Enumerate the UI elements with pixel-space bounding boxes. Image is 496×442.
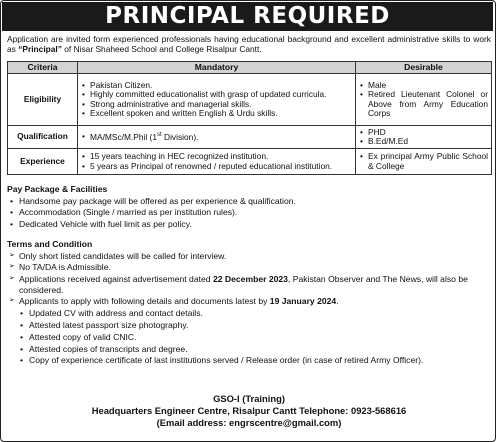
list-item (7, 296, 491, 306)
page-title: PRINCIPAL REQUIRED (2, 2, 493, 31)
mandatory-experience (78, 149, 356, 175)
list-item: • Accommodation (Single / married as per institution rules). (7, 207, 491, 217)
list-item: • Excellent spoken and written English & Urdu skills. (81, 109, 352, 118)
list-item: • Strong administrative and managerial skills. (81, 100, 352, 109)
terms-section (7, 239, 491, 365)
qualification-text: MA/MSc/M.Phil (1 (90, 131, 158, 142)
criteria-table (7, 61, 492, 175)
criteria-experience: Experience (8, 149, 78, 175)
apply-text-end: . (336, 296, 339, 307)
pay-package-section (7, 184, 491, 230)
list-item (7, 274, 491, 295)
advert-date: 22 December 2023 (212, 274, 288, 285)
row-experience (8, 149, 492, 175)
intro-text-1: Application are invited form experienced professionals having educational background and excellent administrative skills to work as (7, 34, 491, 55)
pay-package-heading: Pay Package & Facilities (7, 184, 108, 194)
criteria-table-header (8, 62, 492, 74)
list-item: • Male (359, 81, 488, 90)
apply-date: 19 January 2024 (269, 296, 337, 307)
header-mandatory: Mandatory (78, 62, 356, 74)
qualification-superscript: st (157, 131, 162, 138)
list-item: • B.Ed/M.Ed (359, 137, 488, 146)
terms-heading: Terms and Condition (7, 239, 93, 249)
qualification-suffix: Division). (161, 131, 199, 142)
contact-footer (1, 393, 496, 428)
mandatory-qualification (78, 126, 356, 149)
list-item: • Ex principal Army Public School & College (359, 152, 488, 171)
criteria-qualification: Qualification (8, 126, 78, 149)
list-item: • Pakistan Citizen. (81, 81, 352, 90)
document-item: • Copy of experience certificate of last institutions served / Release order (in case of retired Army Officer). (19, 355, 491, 365)
list-item: • PHD (359, 128, 488, 137)
list-item: • Retired Lieutenant Colonel or Above from Army Education Corps (359, 90, 488, 118)
document-item: • Attested copy of valid CNIC. (19, 332, 491, 342)
list-item: • Dedicated Vehicle with fuel limit as per policy. (7, 219, 491, 229)
intro-text-2: of Nisar Shaheed School and College Risalpur Cantt. (61, 44, 262, 55)
advert-text-end: , Pakistan Observer and The News, will also be considered. (19, 274, 468, 295)
document-item: • Updated CV with address and contact details. (19, 308, 491, 318)
desirable-experience (356, 149, 492, 175)
header-criteria: Criteria (8, 62, 78, 74)
list-item: • Handsome pay package will be offered as per experience & qualification. (7, 196, 491, 206)
desirable-eligibility (356, 74, 492, 126)
list-item: • Highly committed educationalist with grasp of updated curricula. (81, 90, 352, 99)
advert-text: Applications received against advertisement dated (19, 274, 213, 285)
list-item: • 15 years teaching in HEC recognized institution. (81, 152, 352, 161)
list-item: ➢ No TA/DA is Admissible. (7, 262, 491, 272)
header-desirable: Desirable (356, 62, 492, 74)
list-item: ➢ Only short listed candidates will be called for interview. (7, 251, 491, 261)
intro-role: “Principal” (18, 44, 62, 55)
row-eligibility (8, 74, 492, 126)
criteria-eligibility: Eligibility (8, 74, 78, 126)
list-item: • 5 years as Principal of renowned / reputed educational institution. (81, 162, 352, 171)
list-item (81, 132, 352, 142)
footer-address: Headquarters Engineer Centre, Risalpur Cantt Telephone: 0923-568616 (91, 404, 407, 416)
mandatory-eligibility (78, 74, 356, 126)
document-item: • Attested copies of transcripts and degree. (19, 344, 491, 354)
document-item: • Attested latest passport size photography. (19, 320, 491, 330)
footer-email: (Email address: engrscentre@gmail.com) (156, 416, 342, 428)
footer-office: GSO-I (Training) (213, 393, 285, 404)
desirable-qualification (356, 126, 492, 149)
apply-text: Applicants to apply with following details and documents latest by (19, 296, 270, 307)
row-qualification (8, 126, 492, 149)
intro-paragraph (7, 34, 491, 54)
